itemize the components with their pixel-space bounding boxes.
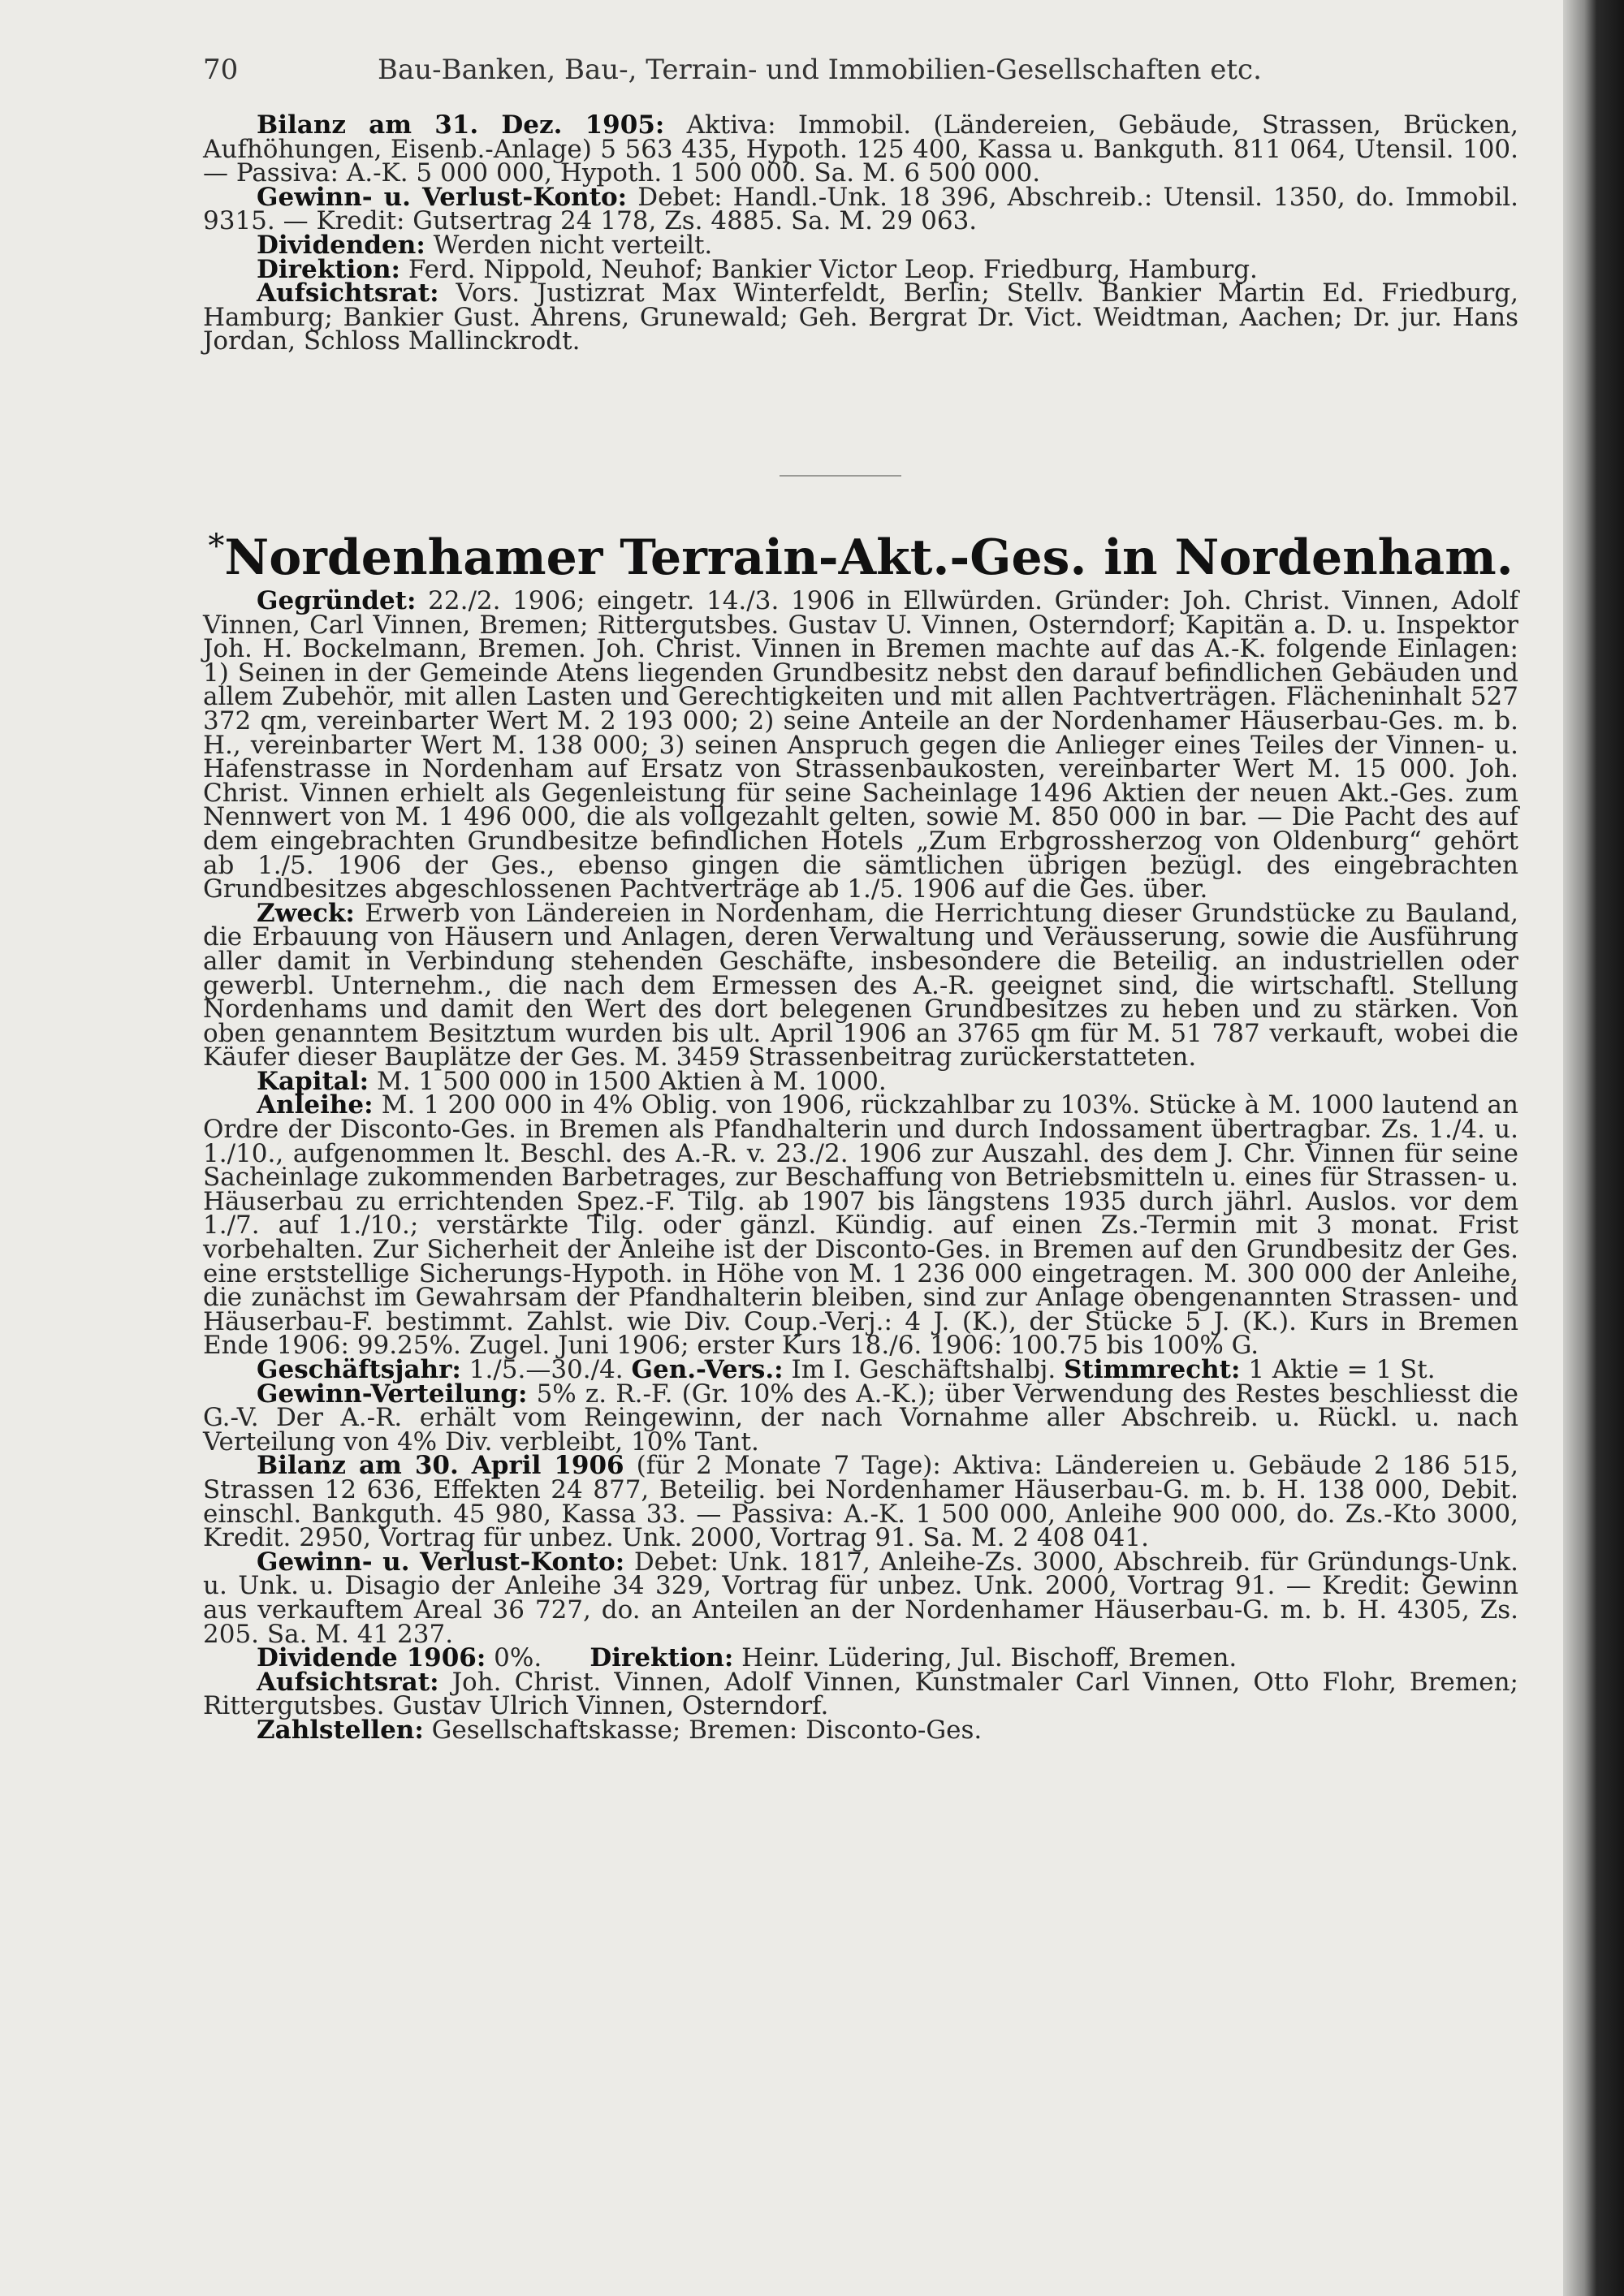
direktion-1906-text: Heinr. Lüdering, Jul. Bischoff, Bremen.	[741, 1643, 1237, 1673]
bilanz-1906-text: (für 2 Monate 7 Tage): Aktiva: Ländereien u. Gebäude 2 186 515, Strassen 12 636, Effekten 24 877, Beteilig. bei Nordenhamer Häuserbau-G. m. b. H. 138 000, Debit. einschl. Bankguth. 45 980, Kassa 33. — Passiva: A.-K. 1 500 000, Anleihe 900 000, do. Zs.-Kto 3000, Kredit. 2950, Vortrag für unbez. Unk. 2000, Vortrag 91. Sa. M. 2 408 041.	[203, 1451, 1518, 1553]
gewinn-verteilung-paragraph	[203, 1379, 1518, 1457]
direktion-1906-label: Direktion:	[590, 1643, 734, 1673]
dividenden-text: Werden nicht verteilt.	[433, 230, 713, 260]
guv-1906-text: Debet: Unk. 1817, Anleihe-Zs. 3000, Abschreib. für Gründungs-Unk. u. Unk. u. Disagio der Anleihe 34 329, Vortrag für unbez. Unk. 2000, Vortrag 91. — Kredit: Gewinn aus verkauftem Areal 36 727, do. an Anteilen an der Nordenhamer Häuserbau-G. m. b. H. 4305, Zs. 205. Sa. M. 41 237.	[203, 1547, 1519, 1649]
direktion-text: Ferd. Nippold, Neuhof; Bankier Victor Leop. Friedburg, Hamburg.	[408, 254, 1258, 284]
previous-company-section	[203, 110, 1519, 356]
aufsichtsrat-paragraph	[203, 278, 1518, 356]
zahlstellen-label: Zahlstellen:	[257, 1715, 424, 1745]
zahlstellen-paragraph	[203, 1715, 1518, 1745]
company-star-mark: *	[208, 528, 225, 565]
direktion-label: Direktion:	[257, 254, 400, 284]
guv-text: Debet: Handl.-Unk. 18 396, Abschreib.: Utensil. 1350, do. Immobil. 9315. — Kredit: Gutsertrag 24 178, Zs. 4885. Sa. M. 29 063.	[203, 182, 1519, 236]
gen-vers-text: Im I. Geschäftshalbj.	[791, 1355, 1056, 1384]
bilanz-text: Aktiva: Immobil. (Ländereien, Gebäude, Strassen, Brücken, Aufhöhungen, Eisenb.-Anlage) 5 563 435, Hypoth. 125 400, Kassa u. Bankguth. 811 064, Utensil. 100. — Passiva: A.-K. 5 000 000, Hypoth. 1 500 000. Sa. M. 6 500 000.	[203, 110, 1518, 188]
aufsichtsrat-text: Vors. Justizrat Max Winterfeldt, Berlin; Stellv. Bankier Martin Ed. Friedburg, Hamburg; Bankier Gust. Ahrens, Grunewald; Geh. Bergrat Dr. Vict. Weidtman, Aachen; Dr. jur. Hans Jordan, Schloss Mallinckrodt.	[203, 278, 1518, 356]
gegruendet-paragraph	[203, 586, 1518, 904]
dividende-1906-label: Dividende 1906:	[257, 1643, 486, 1673]
zweck-text: Erwerb von Ländereien in Nordenham, die Herrichtung dieser Grundstücke zu Bauland, die Erbauung von Häusern und Anlagen, deren Verwaltung und Veräusserung, sowie die Ausführung aller damit in Verbindung stehenden Geschäfte, insbesondere die Beteilig. an industriellen oder gewerbl. Unternehm., die nach dem Ermessen des A.-R. geeignet sind, die wirtschaftl. Stellung Nordenhams und damit den Wert des dort belegenen Grundbesitzes zu heben und zu stärken. Von oben genanntem Besitztum wurden bis ult. April 1906 an 3765 qm für M. 51 787 verkauft, wobei die Käufer dieser Bauplätze der Ges. M. 3459 Strassenbeitrag zurückerstatteten.	[203, 898, 1519, 1072]
gegruendet-label: Gegründet:	[257, 586, 417, 615]
geschaeftsjahr-label: Geschäftsjahr:	[257, 1355, 461, 1384]
stimmrecht-text: 1 Aktie = 1 St.	[1248, 1355, 1436, 1384]
gewinn-verteilung-label: Gewinn-Verteilung:	[257, 1379, 528, 1409]
stimmrecht-label: Stimmrecht:	[1064, 1355, 1241, 1384]
bilanz-paragraph	[203, 110, 1518, 188]
gen-vers-label: Gen.-Vers.:	[631, 1355, 784, 1384]
bilanz-1906-label: Bilanz am 30. April 1906	[257, 1451, 624, 1481]
running-title: Bau-Banken, Bau-, Terrain- und Immobilien-Gesellschaften etc.	[378, 54, 1262, 86]
dividenden-label: Dividenden:	[257, 230, 425, 260]
bilanz-1906-paragraph	[203, 1451, 1518, 1553]
guv-paragraph	[203, 182, 1519, 236]
aufsichtsrat-1906-text: Joh. Christ. Vinnen, Adolf Vinnen, Kunstmaler Carl Vinnen, Otto Flohr, Bremen; Rittergutsbes. Gustav Ulrich Vinnen, Osterndorf.	[203, 1667, 1518, 1721]
guv-1906-paragraph	[203, 1547, 1519, 1649]
zweck-label: Zweck:	[257, 898, 355, 928]
aufsichtsrat-1906-label: Aufsichtsrat:	[257, 1667, 439, 1697]
zahlstellen-text: Gesellschaftskasse; Bremen: Disconto-Ges.	[431, 1715, 983, 1745]
aufsichtsrat-label: Aufsichtsrat:	[257, 278, 439, 309]
gegruendet-text: 22./2. 1906; eingetr. 14./3. 1906 in Ellwürden. Gründer: Joh. Christ. Vinnen, Adolf Vinnen, Carl Vinnen, Bremen; Rittergutsbes. Gustav U. Vinnen, Osterndorf; Kapitän a. D. u. Inspektor Joh. H. Bockelmann, Bremen. Joh. Christ. Vinnen in Bremen machte auf das A.-K. folgende Einlagen: 1) Seinen in der Gemeinde Atens liegenden Grundbesitz nebst den darauf befindlichen Gebäuden und allem Zubehör, mit allen Lasten und Gerechtigkeiten und mit allen Pachtverträgen. Flächeninhalt 527 372 qm, vereinbarter Wert M. 2 193 000; 2) seine Anteile an der Nordenhamer Häuserbau-Ges. m. b. H., vereinbarter Wert M. 138 000; 3) seinen Anspruch gegen die Anlieger eines Teiles der Vinnen- u. Hafenstrasse in Nordenham auf Ersatz von Strassenbaukosten, vereinbarter Wert M. 15 000. Joh. Christ. Vinnen erhielt als Gegenleistung für seine Sacheinlage 1496 Aktien der neuen Akt.-Ges. zum Nennwert von M. 1 496 000, die als vollgezahlt gelten, sowie M. 850 000 in bar. — Die Pacht des auf dem eingebrachten Grundbesitze befindlichen Hotels „Zum Erbgrossherzog von Oldenburg“ gehört ab 1./5. 1906 der Ges., ebenso gingen die sämtlichen übrigen bezügl. des eingebrachten Grundbesitzes abgeschlossenen Pachtverträge ab 1./5. 1906 auf die Ges. über.	[203, 586, 1518, 904]
book-binding-edge	[1563, 0, 1624, 2296]
section-divider	[780, 475, 901, 477]
page-number: 70	[203, 54, 239, 86]
bilanz-label: Bilanz am 31. Dez. 1905:	[257, 110, 665, 140]
anleihe-label: Anleihe:	[257, 1090, 374, 1120]
running-header	[203, 54, 1518, 94]
company-entry-section	[203, 586, 1519, 1745]
dividende-1906-text: 0%.	[494, 1643, 542, 1673]
geschaeftsjahr-text: 1./5.—30./4.	[469, 1355, 624, 1384]
aufsichtsrat-1906-paragraph	[203, 1667, 1518, 1721]
kapital-text: M. 1 500 000 in 1500 Aktien à M. 1000.	[376, 1066, 887, 1096]
anleihe-paragraph	[203, 1090, 1518, 1361]
gewinn-verteilung-text: 5% z. R.-F. (Gr. 10% des A.-K.); über Verwendung des Restes beschliesst die G.-V. Der A.-R. erhält vom Reingewinn, der nach Vornahme aller Abschreib. u. Rückl. u. nach Verteilung von 4% Div. verbleibt, 10% Tant.	[203, 1379, 1518, 1457]
guv-1906-label: Gewinn- u. Verlust-Konto:	[257, 1547, 625, 1577]
company-heading	[203, 528, 1518, 586]
kapital-label: Kapital:	[257, 1066, 369, 1096]
anleihe-text: M. 1 200 000 in 4% Oblig. von 1906, rückzahlbar zu 103%. Stücke à M. 1000 lautend an Ordre der Disconto-Ges. in Bremen als Pfandhalterin und durch Indossament übertragbar. Zs. 1./4. u. 1./10., aufgenommen lt. Beschl. des A.-R. v. 23./2. 1906 zur Auszahl. des dem J. Chr. Vinnen für seine Sacheinlage zukommenden Barbetrages, zur Beschaffung von Betriebsmitteln u. eines für Strassen- u. Häuserbau zu errichtenden Spez.-F. Tilg. ab 1907 bis längstens 1935 durch jährl. Auslos. vor dem 1./7. auf 1./10.; verstärkte Tilg. oder gänzl. Kündig. auf einen Zs.-Termin mit 3 monat. Frist vorbehalten. Zur Sicherheit der Anleihe ist der Disconto-Ges. in Bremen auf den Grundbesitz der Ges. eine erststellige Sicherungs-Hypoth. in Höhe von M. 1 236 000 eingetragen. M. 300 000 der Anleihe, die zunächst im Gewahrsam der Pfandhalterin bleiben, sind zur Anlage obengenannten Strassen- und Häuserbau-F. bestimmt. Zahlst. wie Div. Coup.-Verj.: 4 J. (K.), der Stücke 5 J. (K.). Kurs in Bremen Ende 1906: 99.25%. Zugel. Juni 1906; erster Kurs 18./6. 1906: 100.75 bis 100% G.	[203, 1090, 1518, 1361]
company-name: Nordenhamer Terrain-Akt.-Ges. in Nordenham.	[224, 529, 1514, 586]
zweck-paragraph	[203, 898, 1519, 1072]
guv-label: Gewinn- u. Verlust-Konto:	[257, 182, 628, 212]
